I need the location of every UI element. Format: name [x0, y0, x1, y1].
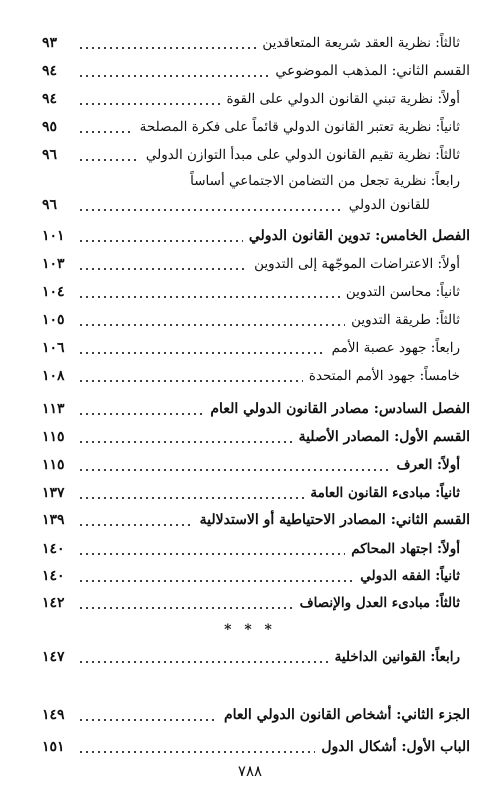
- toc-page-number: ١٤٠: [42, 568, 65, 584]
- dot-leader: [78, 644, 329, 670]
- toc-entry: [42, 363, 470, 389]
- page-number: ٧٨٨: [237, 762, 263, 780]
- toc-entry-title: ثانياً: مبادىء القانون العامة: [310, 485, 460, 501]
- toc-page-number: ٩٦: [42, 197, 58, 213]
- toc-entry: [42, 192, 470, 218]
- toc-entry-title: القسم الثاني: المذهب الموضوعي: [275, 63, 470, 79]
- toc-entry-title: ثانياً: الفقه الدولي: [360, 568, 460, 584]
- toc-page-number: ٩٥: [42, 119, 58, 135]
- toc-entry-title: أولاً: نظرية تبني القانون الدولي على القوة: [226, 91, 460, 107]
- toc-entry: [42, 86, 470, 112]
- toc-entry-title: القسم الأول: المصادر الأصلية: [298, 429, 470, 445]
- dot-leader: [78, 702, 218, 728]
- dot-leader: [78, 480, 304, 506]
- dot-leader: [78, 363, 303, 389]
- toc-entry: [42, 563, 470, 589]
- toc-page-number: ١٤٢: [42, 595, 65, 611]
- toc-entry-title: رابعاً: القوانين الداخلية: [334, 649, 460, 665]
- dot-leader: [78, 590, 294, 616]
- toc-page-number: ١٠٦: [42, 340, 65, 356]
- toc-entry: [42, 251, 470, 277]
- toc-entry: [42, 734, 470, 760]
- toc-page-number: ١١٣: [42, 401, 65, 417]
- toc-entry-title: ثالثاً: نظرية العقد شريعة المتعاقدين: [262, 35, 460, 51]
- toc-page-number: ١٠١: [42, 228, 65, 244]
- dot-leader: [78, 734, 315, 760]
- toc-page-number: ٩٦: [42, 147, 58, 163]
- toc-entry-title: ثانياً: نظرية تعتبر القانون الدولي قائماً على فكرة المصلحة: [139, 119, 460, 135]
- toc-page-number: ١١٥: [42, 457, 65, 473]
- dot-leader: [78, 30, 256, 56]
- toc-page-number: ١٠٥: [42, 312, 65, 328]
- toc-entry: [42, 644, 470, 670]
- toc-page-number: ١١٥: [42, 429, 65, 445]
- toc-entry-title: الباب الأول: أشكال الدول: [321, 739, 470, 755]
- toc-entry: [42, 142, 470, 168]
- dot-leader: [78, 114, 134, 140]
- toc-entry: [42, 536, 470, 562]
- dot-leader: [78, 86, 220, 112]
- toc-entry-title: أولاً: اجتهاد المحاكم: [351, 541, 460, 557]
- dot-leader: [78, 279, 340, 305]
- toc-page-number: ١٠٤: [42, 284, 65, 300]
- toc-entry: [42, 114, 470, 140]
- toc-page-number: ١٤٠: [42, 541, 65, 557]
- toc-entry: [42, 168, 470, 194]
- dot-leader: [78, 536, 345, 562]
- toc-entry-title: رابعاً: نظرية تجعل من التضامن الاجتماعي أساساً: [190, 173, 460, 189]
- toc-entry: [42, 590, 470, 616]
- toc-entry: [42, 30, 470, 56]
- dot-leader: [78, 396, 204, 422]
- toc-page-number: ١٥١: [42, 739, 65, 755]
- dot-leader: [78, 251, 248, 277]
- toc-entry-title: ثانياً: محاسن التدوين: [345, 284, 460, 300]
- toc-entry-title: القسم الثاني: المصادر الاحتياطية أو الاستدلالية: [199, 512, 470, 528]
- dot-leader: [78, 223, 243, 249]
- dot-leader: [78, 424, 293, 450]
- toc-entry: [42, 507, 470, 533]
- section-separator: * * *: [224, 622, 276, 638]
- dot-leader: [78, 335, 326, 361]
- toc-entry-title: ثالثاً: نظرية تقيم القانون الدولي على مبدأ التوازن الدولي: [145, 147, 460, 163]
- toc-page-number: ١٠٣: [42, 256, 65, 272]
- toc-entry: [42, 424, 470, 450]
- toc-entry-title: خامساً: جهود الأمم المتحدة: [308, 368, 460, 384]
- toc-entry: [42, 702, 470, 728]
- toc-page-number: ١٣٩: [42, 512, 65, 528]
- toc-entry: [42, 480, 470, 506]
- toc-entry-title: ثالثاً: مبادىء العدل والإنصاف: [299, 595, 460, 611]
- toc-page-number: ٩٤: [42, 63, 58, 79]
- toc-entry-title: أولاً: العرف: [396, 457, 460, 473]
- toc-page-number: ٩٤: [42, 91, 58, 107]
- toc-entry: [42, 452, 470, 478]
- dot-leader: [78, 58, 269, 84]
- toc-page-number: ١٤٧: [42, 649, 65, 665]
- toc-page-number: ٩٣: [42, 35, 58, 51]
- toc-page-number: ١٤٩: [42, 707, 65, 723]
- toc-entry: [42, 396, 470, 422]
- toc-entry-title: رابعاً: جهود عصبة الأمم: [331, 340, 460, 356]
- toc-entry-title: الفصل الخامس: تدوين القانون الدولي: [248, 228, 470, 244]
- toc-entry-title: الجزء الثاني: أشخاص القانون الدولي العام: [223, 707, 470, 723]
- dot-leader: [78, 142, 140, 168]
- dot-leader: [78, 452, 391, 478]
- dot-leader: [78, 192, 343, 218]
- dot-leader: [78, 507, 194, 533]
- toc-page-number: ١٣٧: [42, 485, 65, 501]
- toc-entry-title: الفصل السادس: مصادر القانون الدولي العام: [210, 401, 470, 417]
- toc-entry: [42, 279, 470, 305]
- toc-entry: [42, 335, 470, 361]
- dot-leader: [78, 563, 354, 589]
- toc-entry: [42, 307, 470, 333]
- toc-entry-title: أولاً: الاعتراضات الموجّهة إلى التدوين: [254, 256, 460, 272]
- toc-entry-title: للقانون الدولي: [348, 197, 430, 213]
- toc-entry: [42, 223, 470, 249]
- dot-leader: [78, 307, 345, 333]
- toc-entry-title: ثالثاً: طريقة التدوين: [351, 312, 460, 328]
- toc-entry: [42, 58, 470, 84]
- toc-page-number: ١٠٨: [42, 368, 65, 384]
